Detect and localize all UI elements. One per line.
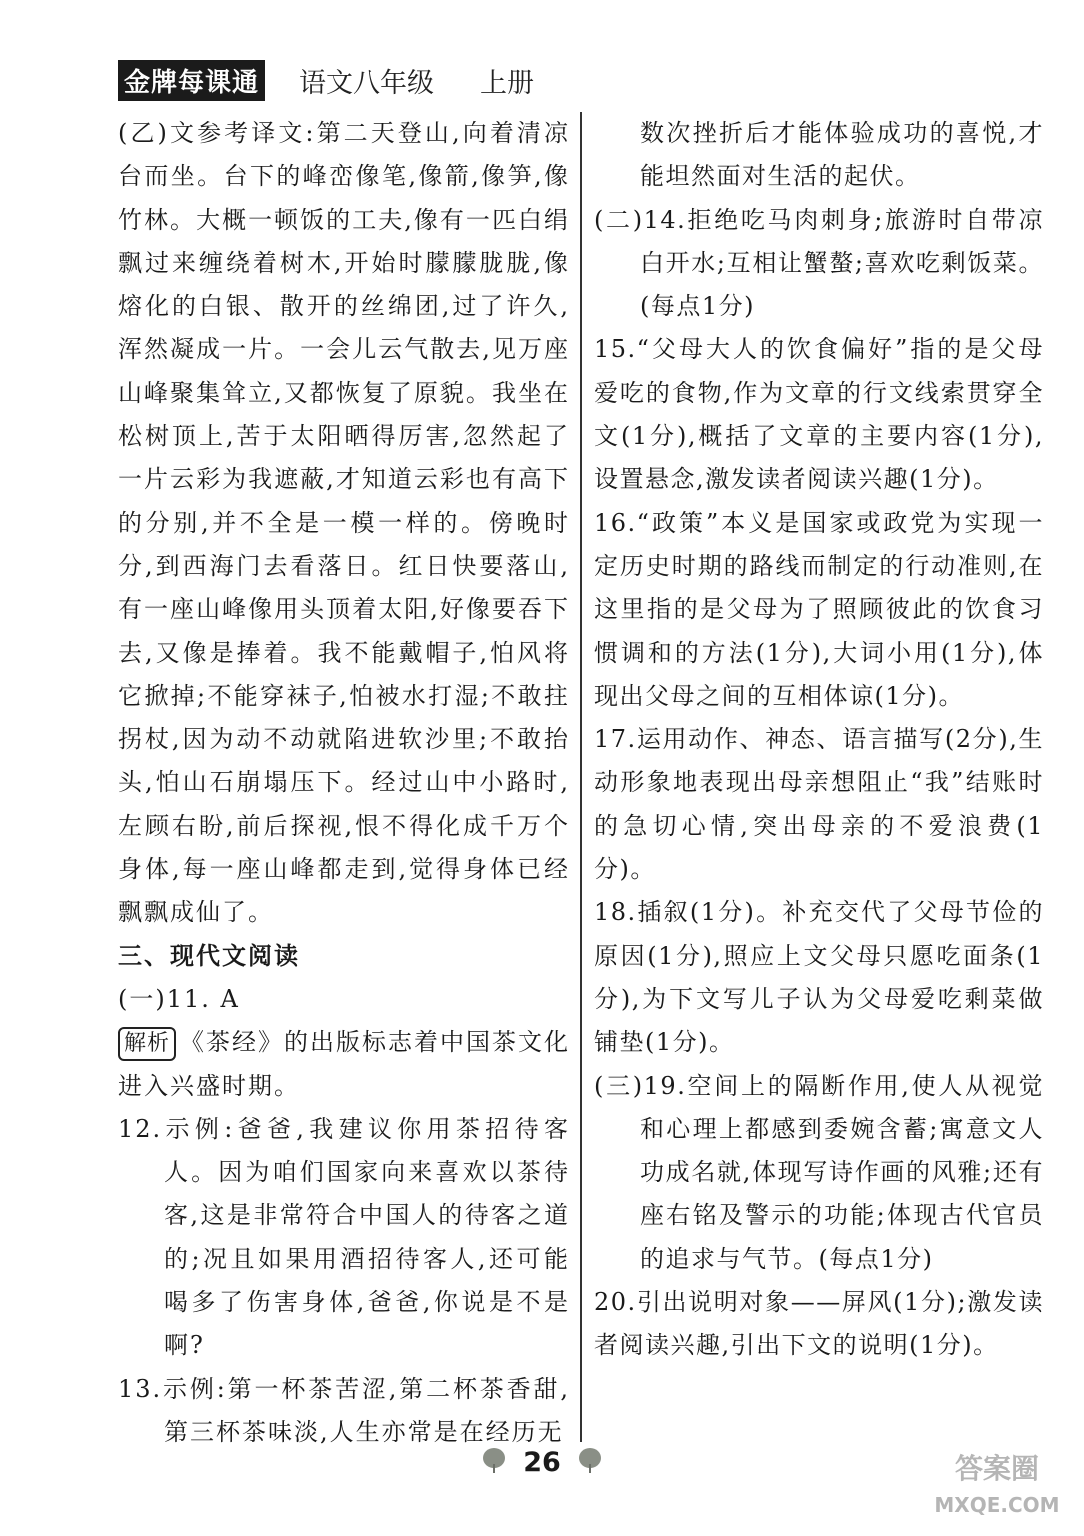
brand-logo: 金牌每课通 (118, 60, 265, 101)
volume-title: 上册 (480, 67, 535, 99)
watermark-logo-text: 答案圈 (954, 1452, 1040, 1485)
analysis-tag: 解析 (118, 1027, 176, 1061)
answer-16: 16.“政策”本义是国家或政党为实现一定历史时期的路线而制定的行动准则,在这里指的是父母为了照顾彼此的饮食习惯调和的方法(1分),大词小用(1分),体现出父母之间的互相体谅(1分)。 (594, 508, 1044, 710)
answer-13-continued: 数次挫折后才能体验成功的喜悦,才能坦然面对生活的起伏。 (640, 119, 1044, 191)
analysis-block (118, 1021, 570, 1108)
subject-title: 语文八年级 (299, 67, 435, 99)
left-column (118, 112, 570, 1454)
answer-14: (二)14.拒绝吃马肉刺身;旅游时自带凉白开水;互相让蟹螯;喜欢吃剩饭菜。(每点1分) (594, 205, 1044, 321)
site-watermark (922, 1444, 1072, 1528)
analysis-text: 《茶经》的出版标志着中国茶文化进入兴盛时期。 (118, 1028, 571, 1100)
watermark-url: MXQE.COM (934, 1493, 1060, 1517)
leaf-icon (576, 1446, 604, 1478)
column-divider (580, 112, 582, 1442)
answer-15: 15.“父母大人的饮食偏好”指的是父母爱吃的食物,作为文章的行文线索贯穿全文(1分),概括了文章的主要内容(1分),设置悬念,激发读者阅读兴趣(1分)。 (594, 335, 1044, 494)
right-column (594, 112, 1044, 1368)
page-header (118, 62, 534, 98)
answer-18: 18.插叙(1分)。补充交代了父母节俭的原因(1分),照应上文父母只愿吃面条(1分),为下文写儿子认为父母爱吃剩菜做铺垫(1分)。 (594, 898, 1044, 1057)
page-number: 26 (523, 1446, 561, 1478)
answer-11: (一)11. A (118, 984, 240, 1013)
answer-12: 12.示例:爸爸,我建议你用茶招待客人。因为咱们国家向来喜欢以茶待客,这是非常符合中国人的待客之道的;况且如果用酒招待客人,还可能喝多了伤害身体,爸爸,你说是不是啊? (118, 1114, 570, 1360)
answer-13: 13.示例:第一杯茶苦涩,第二杯茶香甜,第三杯茶味淡,人生亦常是在经历无 (118, 1374, 570, 1446)
answer-20: 20.引出说明对象——屏风(1分);激发读者阅读兴趣,引出下文的说明(1分)。 (594, 1288, 1044, 1360)
translation-paragraph: (乙)文参考译文:第二天登山,向着清凉台而坐。台下的峰峦像笔,像箭,像笋,像竹林。大概一顿饭的工夫,像有一匹白绢飘过来缠绕着树木,开始时朦朦胧胧,像熔化的白银、散开的丝绵团,过了许久,浑然凝成一片。一会儿云气散去,见万座山峰聚集耸立,又都恢复了原貌。我坐在松树顶上,苦于太阳晒得厉害,忽然起了一片云彩为我遮蔽,才知道云彩也有高下的分别,并不全是一模一样的。傍晚时分,到西海门去看落日。红日快要落山,有一座山峰像用头顶着太阳,好像要吞下去,又像是捧着。我不能戴帽子,怕风将它掀掉;不能穿袜子,怕被水打湿;不敢拄拐杖,因为动不动就陷进软沙里;不敢抬头,怕山石崩塌压下。经过山中小路时,左顾右盼,前后探视,恨不得化成千万个身体,每一座山峰都走到,觉得身体已经飘飘成仙了。 (118, 119, 570, 927)
answer-19: (三)19.空间上的隔断作用,使人从视觉和心理上都感到委婉含蓄;寓意文人功成名就,体现写诗作画的风雅;还有座右铭及警示的功能;体现古代官员的追求与气节。(每点1分) (594, 1071, 1044, 1273)
leaf-icon (480, 1446, 508, 1478)
answer-17: 17.运用动作、神态、语言描写(2分),生动形象地表现出母亲想阻止“我”结账时的急切心情,突出母亲的不爱浪费(1分)。 (594, 725, 1044, 884)
section-heading: 三、现代文阅读 (118, 941, 300, 970)
